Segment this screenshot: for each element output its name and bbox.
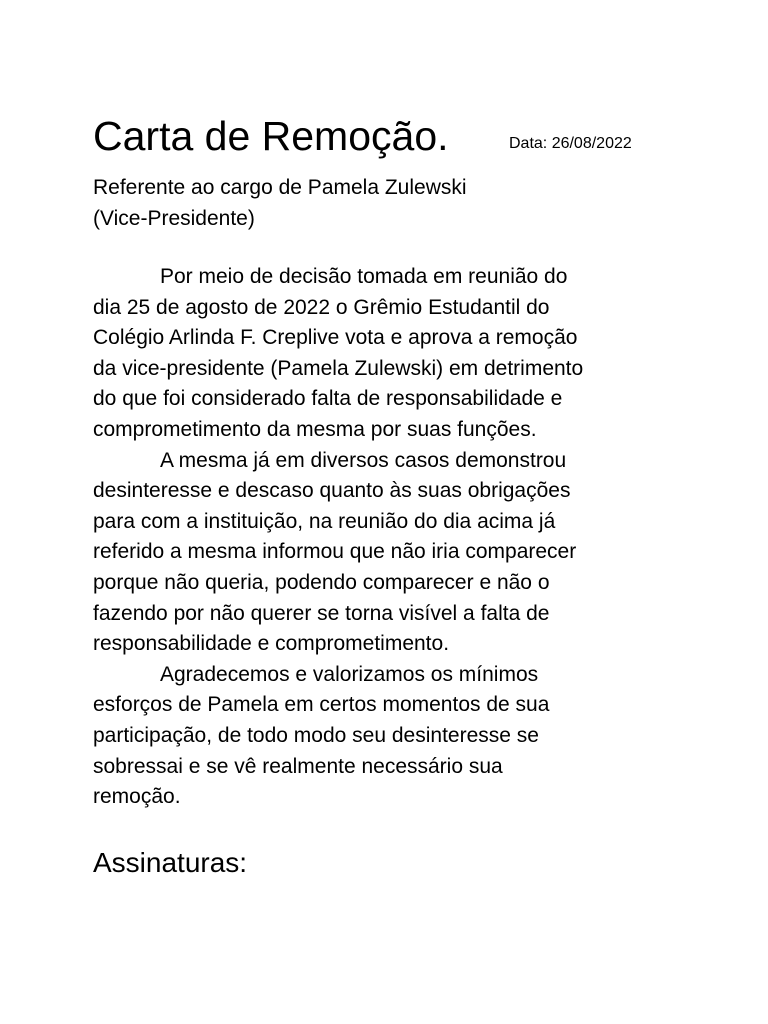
signatures-heading: Assinaturas: (93, 847, 248, 878)
body-line: dia 25 de agosto de 2022 o Grêmio Estudantil do (93, 295, 550, 319)
body-line: responsabilidade e comprometimento. (93, 632, 450, 656)
letter-title: Carta de Remoção. (93, 113, 449, 159)
body-line: da vice-presidente (Pamela Zulewski) em detrimento (93, 356, 584, 380)
body-line: referido a mesma informou que não iria comparecer (93, 540, 577, 564)
body-line: comprometimento da mesma por suas funções. (93, 417, 537, 441)
body-line: A mesma já em diversos casos demonstrou (160, 448, 567, 472)
body-line: do que foi considerado falta de responsabilidade e (93, 387, 563, 411)
letter-subject (93, 172, 653, 234)
letter-body (93, 262, 693, 813)
body-line: participação, de todo modo seu desinteresse se (93, 723, 539, 747)
body-line: fazendo por não querer se torna visível a falta de (93, 601, 550, 625)
subject-line: Referente ao cargo de Pamela Zulewski (93, 176, 467, 199)
body-line: Agradecemos e valorizamos os mínimos (160, 662, 539, 686)
body-line: remoção. (93, 785, 181, 809)
body-line: sobressai e se vê realmente necessário sua (93, 754, 503, 778)
letter-date: Data: 26/08/2022 (509, 135, 632, 152)
subject-line: (Vice-Presidente) (93, 207, 255, 230)
body-line: desinteresse e descaso quanto às suas obrigações (93, 479, 571, 503)
body-line: porque não queria, podendo comparecer e não o (93, 570, 550, 594)
body-line: esforços de Pamela em certos momentos de sua (93, 693, 550, 717)
body-line: Colégio Arlinda F. Creplive vota e aprova a remoção (93, 326, 578, 350)
body-line: para com a instituição, na reunião do dia acima já (93, 509, 556, 533)
body-line: Por meio de decisão tomada em reunião do (160, 265, 568, 288)
